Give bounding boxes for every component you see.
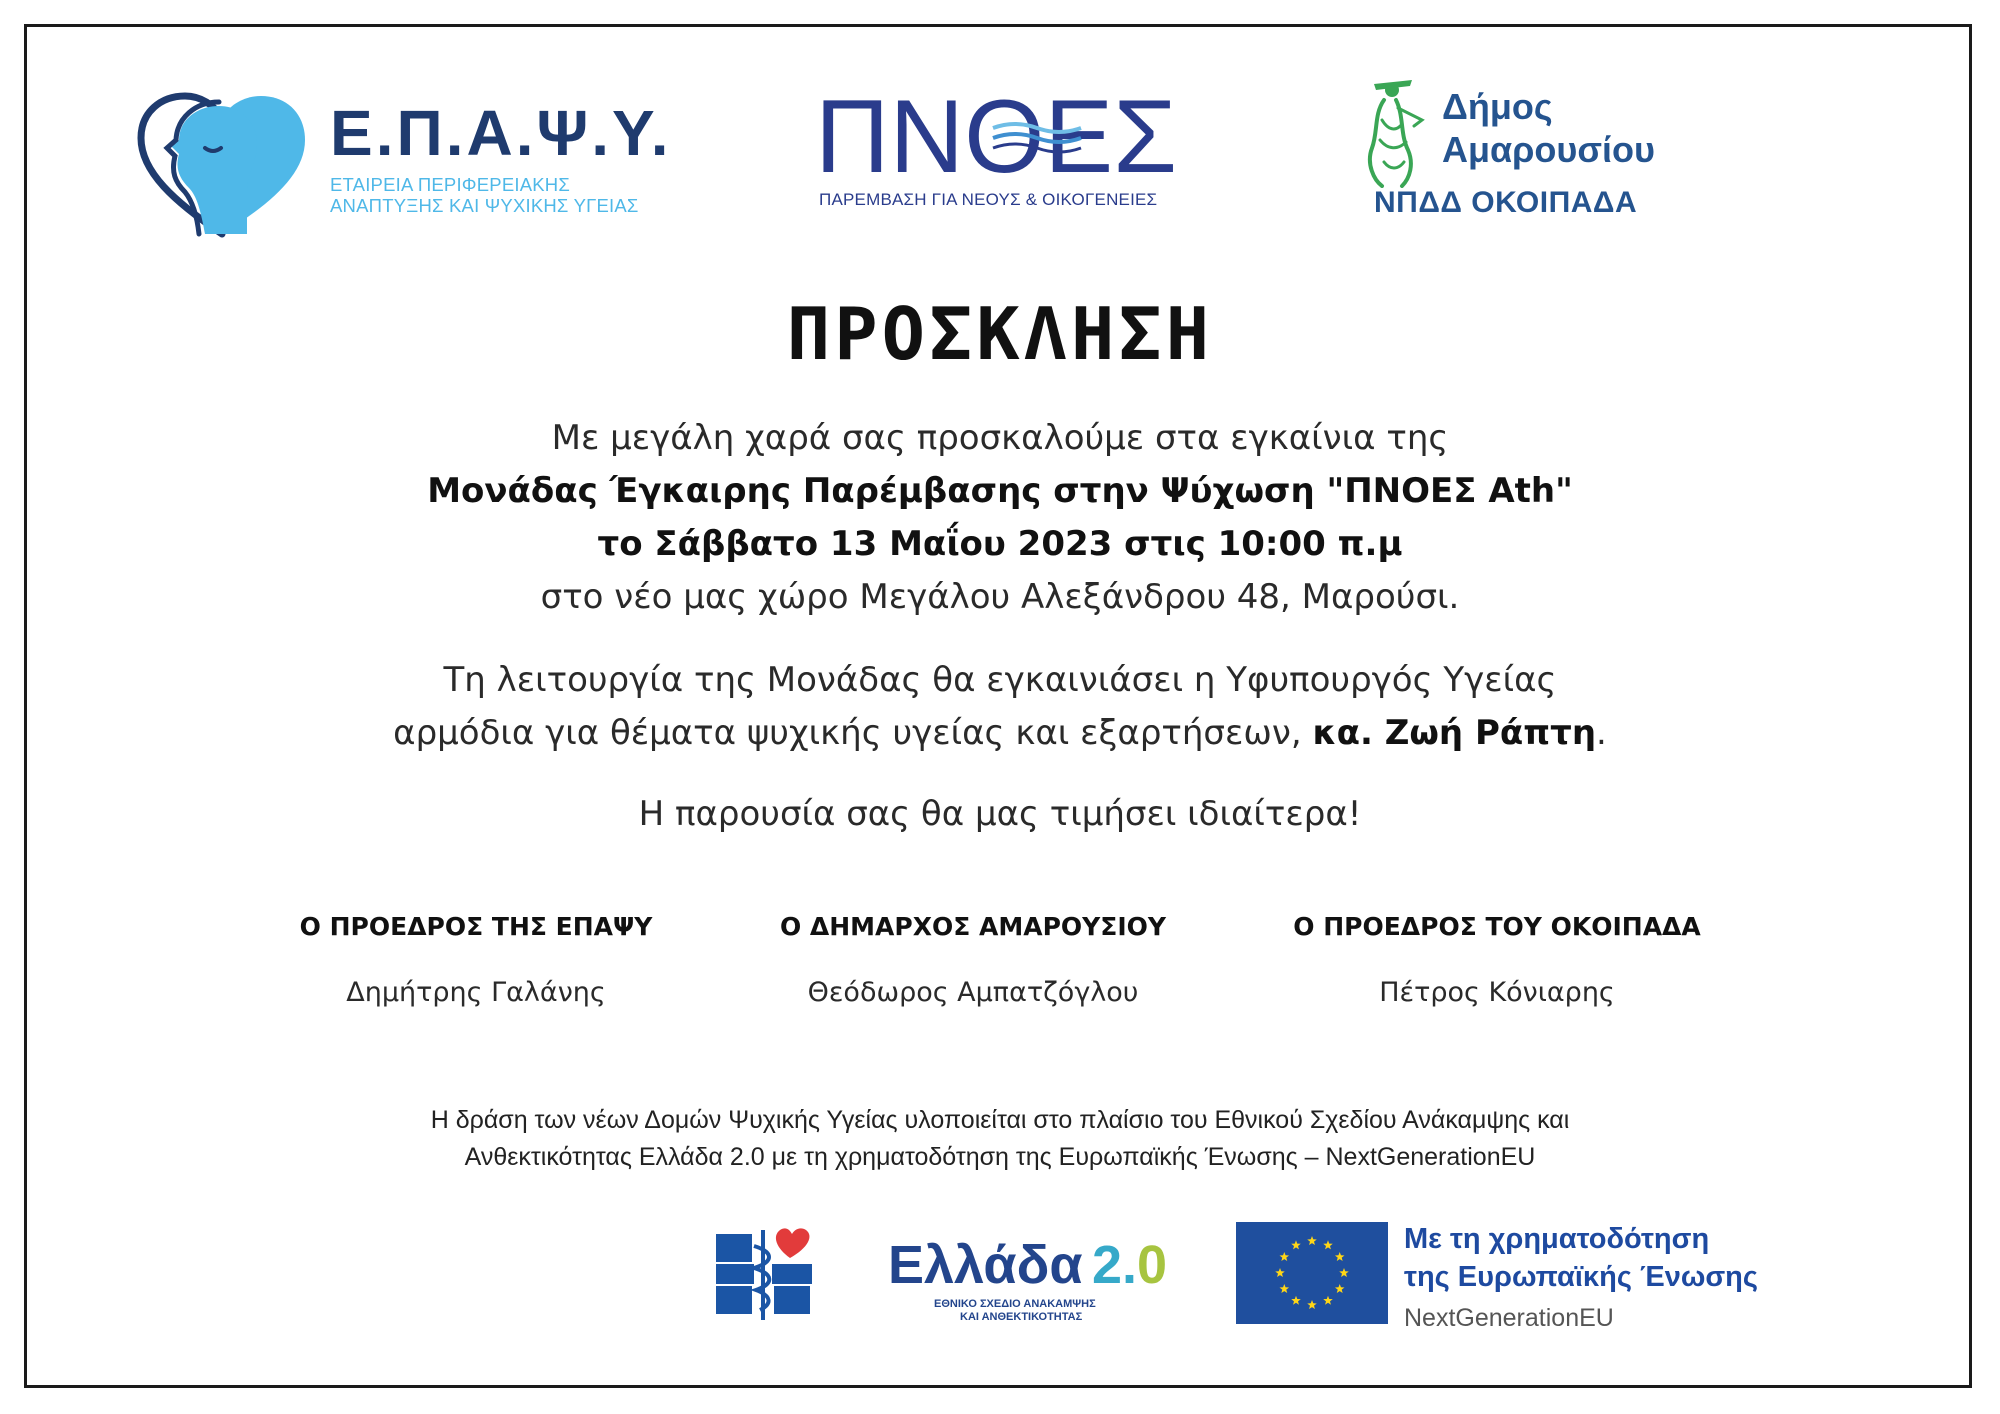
intro-line-3: το Σάββατο 13 Μαΐου 2023 στις 10:00 π.μ bbox=[597, 524, 1403, 564]
funding-line-1: Η δράση των νέων Δομών Ψυχικής Υγείας υλοποιείται στο πλαίσιο του Εθνικού Σχεδίου Ανάκαμψης και bbox=[430, 1106, 1570, 1134]
signatory-epapsy bbox=[216, 912, 736, 1008]
invitation-title: ΠΡΟΣΚΛΗΣΗ bbox=[786, 292, 1214, 376]
dimos-line2: Αμαρουσίου bbox=[1442, 129, 1655, 170]
epapsy-subtitle-line1: ΕΤΑΙΡΕΙΑ ΠΕΡΙΦΕΡΕΙΑΚΗΣ bbox=[330, 174, 570, 195]
signatory-mayor bbox=[713, 912, 1233, 1008]
intro-line-1: Με μεγάλη χαρά σας προσκαλούμε στα εγκαίνια της bbox=[551, 418, 1449, 458]
dimos-line1: Δήμος bbox=[1442, 86, 1553, 127]
signatory-name: Δημήτρης Γαλάνης bbox=[346, 977, 606, 1008]
epapsy-subtitle-line2: ΑΝΑΠΤΥΞΗΣ ΚΑΙ ΨΥΧΙΚΗΣ ΥΓΕΙΑΣ bbox=[330, 195, 639, 216]
eu-funding-logo bbox=[1404, 1220, 1758, 1333]
funding-line-2: Ανθεκτικότητας Ελλάδα 2.0 με τη χρηματοδότηση της Ευρωπαϊκής Ένωσης – NextGenerationEU bbox=[464, 1143, 1536, 1171]
ellada-version-minor: 0 bbox=[1137, 1235, 1168, 1295]
signatory-name: Πέτρος Κόνιαρης bbox=[1379, 977, 1615, 1008]
ellada-version bbox=[1092, 1234, 1167, 1296]
epapsy-logo bbox=[135, 92, 672, 242]
minister-name: κα. Ζωή Ράπτη bbox=[1312, 713, 1597, 753]
ellada-subtitle-1: ΕΘΝΙΚΟ ΣΧΕΔΙΟ ΑΝΑΚΑΜΨΗΣ bbox=[934, 1298, 1096, 1310]
minister-paragraph bbox=[0, 654, 2000, 760]
pnoes-wordmark bbox=[815, 86, 1180, 186]
ellada-word: Ελλάδα bbox=[888, 1235, 1083, 1295]
invitation-intro bbox=[0, 412, 2000, 624]
minister-line-2 bbox=[0, 707, 2000, 760]
signatory-role: Ο ΠΡΟΕΔΡΟΣ ΤΗΣ ΕΠΑΨΥ bbox=[299, 912, 653, 941]
medical-cross-heart-icon bbox=[714, 1224, 814, 1324]
pnoes-tagline: ΠΑΡΕΜΒΑΣΗ ΓΙΑ ΝΕΟΥΣ & ΟΙΚΟΓΕΝΕΙΕΣ bbox=[819, 190, 1158, 209]
minister-line-1: Τη λειτουργία της Μονάδας θα εγκαινιάσει η Υφυπουργός Υγείας bbox=[443, 660, 1557, 700]
eu-line-3: NextGenerationEU bbox=[1404, 1304, 1614, 1332]
intro-line-2: Μονάδας Έγκαιρης Παρέμβασης στην Ψύχωση "ΠΝΟΕΣ Ath" bbox=[427, 471, 1573, 511]
eu-line-2: της Ευρωπαϊκής Ένωσης bbox=[1404, 1261, 1758, 1293]
signatory-name: Θεόδωρος Αμπατζόγλου bbox=[807, 977, 1139, 1008]
closing-line: Η παρουσία σας θα μας τιμήσει ιδιαίτερα! bbox=[638, 794, 1362, 834]
heart-head-icon bbox=[135, 92, 310, 240]
signatory-role: Ο ΠΡΟΕΔΡΟΣ ΤΟΥ ΟΚΟΙΠΑΔΑ bbox=[1293, 912, 1701, 941]
minister-line-2-text: αρμόδια για θέματα ψυχικής υγείας και εξαρτήσεων, bbox=[393, 713, 1313, 753]
pnoes-logo bbox=[815, 86, 1180, 221]
epapsy-name: Ε.Π.Α.Ψ.Υ. bbox=[330, 97, 672, 169]
pnoes-wordmark-text: ΠΝΟΕΣ bbox=[815, 86, 1177, 186]
eu-line-1: Με τη χρηματοδότηση bbox=[1404, 1223, 1710, 1255]
minister-line-2-end: . bbox=[1596, 713, 1607, 753]
funding-notice bbox=[0, 1102, 2000, 1176]
signatory-role: Ο ΔΗΜΑΡΧΟΣ ΑΜΑΡΟΥΣΙΟΥ bbox=[779, 912, 1167, 941]
ellada-version-major: 2. bbox=[1092, 1235, 1138, 1295]
ellada-2-0-logo bbox=[888, 1234, 1178, 1324]
intro-line-4: στο νέο μας χώρο Μεγάλου Αλεξάνδρου 48, Μαρούσι. bbox=[540, 577, 1460, 617]
epapsy-subtitle bbox=[330, 174, 639, 216]
closing-paragraph bbox=[0, 788, 2000, 841]
dimos-amarousiou-logo bbox=[1352, 80, 1672, 230]
signatory-okoipada bbox=[1237, 912, 1757, 1008]
ellada-subtitle-2: ΚΑΙ ΑΝΘΕΚΤΙΚΟΤΗΤΑΣ bbox=[960, 1311, 1083, 1323]
dimos-line3: ΝΠΔΔ ΟΚΟΙΠΑΔΑ bbox=[1374, 186, 1638, 219]
eu-flag-icon bbox=[1236, 1222, 1388, 1324]
statue-figure-icon bbox=[1352, 80, 1438, 188]
